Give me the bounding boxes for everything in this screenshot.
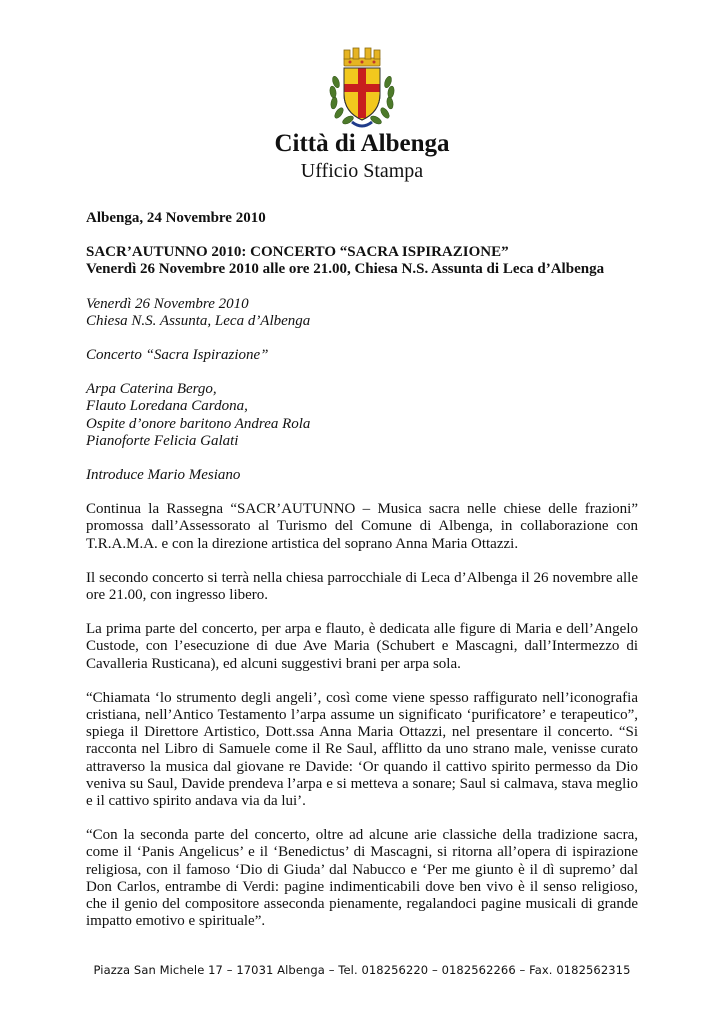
footer-address: Piazza San Michele 17 – 17031 Albenga – Tel. 018256220 – 0182562266 – Fax. 0182562315 [93, 963, 631, 977]
event-introduction: Introduce Mario Mesiano [86, 467, 241, 484]
event-venue: Chiesa N.S. Assunta, Leca d’Albenga [86, 312, 311, 329]
press-release [86, 210, 638, 931]
body-paragraph: La prima parte del concerto, per arpa e flauto, è dedicata alle figure di Maria e dell’Angelo Custode, con l’esecuzione di due Ave Maria (Schubert e Mascagni, dall’Intermezzo di Cavalleria Rusticana), ed alcuni suggestivi brani per arpa sola. [86, 621, 638, 672]
body-paragraph: “Chiamata ‘lo strumento degli angeli’, così come viene spesso raffigurato nell’iconografia cristiana, nell’Antico Testamento l’arpa assume un significato ‘purificatore’ e terapeutico”, spiega il Direttore Artistico, Dott.ssa Anna Maria Ottazzi, nel presentare il concerto. “Si racconta nel Libro di Samuele come il Re Saul, afflitto da uno strano male, venisse curato attraverso la musica dal giovane re Davide: ‘Or quando il cattivo spirito permesso da Dio veniva su Saul, Davide prendeva l’arpa e si metteva a sonare; Saul si calmava, stava meglio e il cattivo spirito andava via da lui’. [86, 689, 638, 810]
event-title: Concerto “Sacra Ispirazione” [86, 347, 269, 364]
performer-line: Pianoforte Felicia Galati [86, 432, 239, 449]
dateline: Albenga, 24 Novembre 2010 [86, 210, 266, 226]
subheadline: Venerdì 26 Novembre 2010 alle ore 21.00, Chiesa N.S. Assunta di Leca d’Albenga [86, 261, 605, 278]
performer-line: Ospite d’onore baritono Andrea Rola [86, 415, 311, 432]
headline: SACR’AUTUNNO 2010: CONCERTO “SACRA ISPIRAZIONE” [86, 244, 509, 261]
body-paragraph: Il secondo concerto si terrà nella chiesa parrocchiale di Leca d’Albenga il 26 novembre alle ore 21.00, con ingresso libero. [86, 569, 638, 604]
event-date: Venerdì 26 Novembre 2010 [86, 295, 249, 312]
coat-of-arms-icon [322, 42, 402, 132]
performer-line: Flauto Loredana Cardona, [86, 398, 248, 415]
body-paragraph: “Con la seconda parte del concerto, oltre ad alcune arie classiche della tradizione sacra, come il ‘Panis Angelicus’ e il ‘Benedictus’ di Mascagni, si ritorna all’opera di ispirazione religiosa, con il famoso ‘Dio di Giuda’ dal Nabucco e ‘Per me giunto è il dì supremo’ dal Don Carlos, entrambe di Verdi: pagine indimenticabili dove ben vivo è il senso religioso, che il genio del compositore asseconda pienamente, regalandoci pagine musicali di grande impatto emotivo e spirituale”. [86, 827, 638, 930]
org-name: Città di Albenga [274, 130, 450, 157]
office-name: Ufficio Stampa [300, 160, 424, 182]
performer-line: Arpa Caterina Bergo, [86, 381, 217, 398]
body-paragraph: Continua la Rassegna “SACR’AUTUNNO – Musica sacra nelle chiese delle frazioni” promossa dall’Assessorato al Turismo del Comune di Albenga, in collaborazione con T.R.A.M.A. e con la direzione artistica del soprano Anna Maria Ottazzi. [86, 501, 638, 552]
